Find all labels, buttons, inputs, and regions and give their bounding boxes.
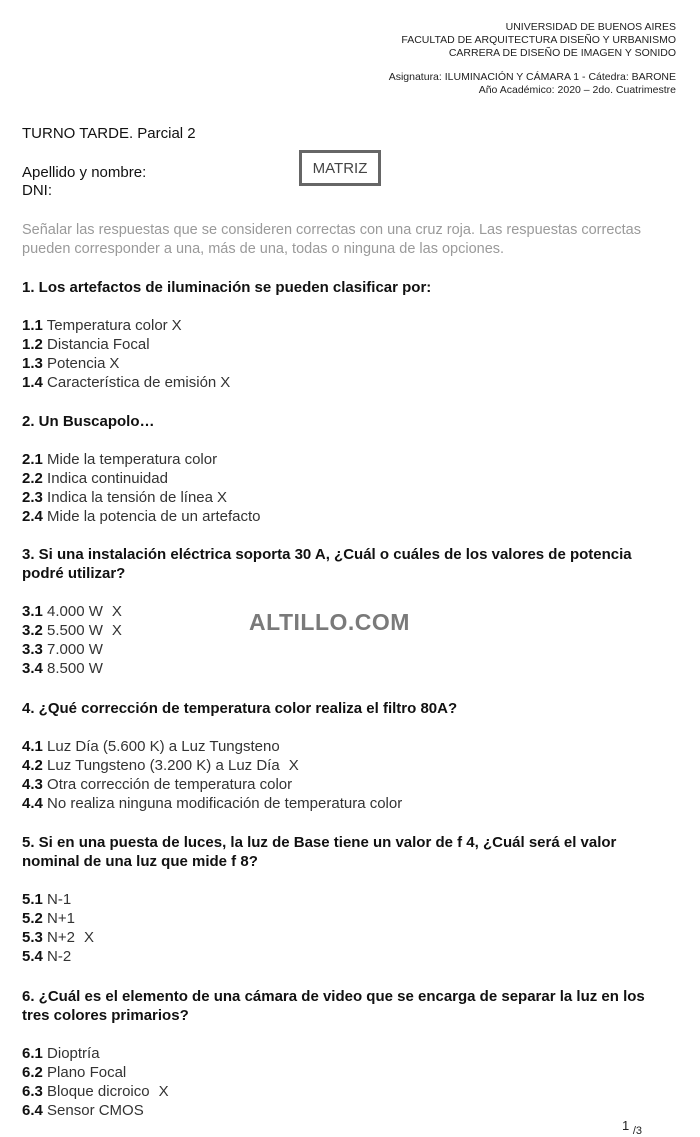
page-number	[622, 1118, 643, 1137]
matriz-box: MATRIZ	[299, 150, 381, 186]
option-2-4: 2.4 Mide la potencia de un artefacto	[22, 508, 261, 525]
answer-mark: X	[220, 374, 231, 391]
answer-mark: X	[109, 355, 120, 372]
document-header	[389, 21, 676, 97]
option-6-1: 6.1 Dioptría	[22, 1045, 100, 1062]
watermark: ALTILLO.COM	[249, 609, 410, 635]
page-total: /3	[632, 1125, 643, 1137]
answer-mark: X	[111, 622, 122, 639]
question-6-title: 6. ¿Cuál es el elemento de una cámara de video que se encarga de separar la luz en los tres colores primarios?	[22, 988, 645, 1024]
option-1-3: 1.3 Potencia X	[22, 355, 120, 372]
exam-title: TURNO TARDE. Parcial 2	[22, 125, 196, 142]
career-name: CARRERA DE DISEÑO DE IMAGEN Y SONIDO	[448, 47, 676, 59]
option-4-2: 4.2 Luz Tungsteno (3.200 K) a Luz Día X	[22, 757, 299, 774]
subject-line: Asignatura: ILUMINACIÓN Y CÁMARA 1 - Cátedra: BARONE	[388, 71, 676, 83]
question-5-options	[22, 890, 94, 966]
question-1-title: 1. Los artefactos de iluminación se pueden clasificar por:	[22, 279, 432, 296]
option-6-2: 6.2 Plano Focal	[22, 1064, 127, 1081]
answer-mark: X	[288, 757, 299, 774]
option-3-3: 3.3 7.000 W	[22, 641, 103, 658]
option-6-4: 6.4 Sensor CMOS	[22, 1102, 144, 1119]
option-3-2: 3.2 5.500 W X	[22, 622, 122, 639]
option-5-1: 5.1 N-1	[22, 891, 72, 908]
option-2-1: 2.1 Mide la temperatura color	[22, 451, 218, 468]
option-2-3: 2.3 Indica la tensión de línea X	[22, 489, 227, 506]
instructions: Señalar las respuestas que se consideren correctas con una cruz roja. Las respuestas correctas pueden corresponder a una, más de una, todas o ninguna de las opciones.	[22, 222, 641, 257]
name-label: Apellido y nombre:	[22, 164, 147, 181]
option-5-3: 5.3 N+2 X	[22, 929, 94, 946]
question-6-options	[22, 1044, 169, 1120]
question-2-options	[22, 450, 265, 526]
question-5-title: 5. Si en una puesta de luces, la luz de Base tiene un valor de f 4, ¿Cuál será el valor nominal de una luz que mide f 8?	[22, 834, 617, 870]
option-2-2: 2.2 Indica continuidad	[22, 470, 168, 487]
dni-label: DNI:	[22, 182, 52, 199]
university-name: UNIVERSIDAD DE BUENOS AIRES	[505, 21, 676, 33]
option-3-1: 3.1 4.000 W X	[22, 603, 122, 620]
page-current: 1	[622, 1118, 630, 1133]
question-2-title: 2. Un Buscapolo…	[22, 413, 155, 430]
option-1-1: 1.1 Temperatura color X	[22, 317, 182, 334]
answer-mark: X	[171, 317, 182, 334]
option-4-4: 4.4 No realiza ninguna modificación de temperatura color	[22, 795, 403, 812]
option-1-2: 1.2 Distancia Focal	[22, 336, 150, 353]
option-3-4: 3.4 8.500 W	[22, 660, 103, 677]
question-1-options	[22, 316, 230, 392]
student-fields	[22, 164, 146, 200]
answer-mark: X	[83, 929, 94, 946]
question-4-title: 4. ¿Qué corrección de temperatura color realiza el filtro 80A?	[22, 700, 458, 717]
faculty-name: FACULTAD DE ARQUITECTURA DISEÑO Y URBANISMO	[401, 34, 676, 46]
answer-mark: X	[111, 603, 122, 620]
question-3-options	[22, 602, 122, 678]
option-4-1: 4.1 Luz Día (5.600 K) a Luz Tungsteno	[22, 738, 280, 755]
option-5-4: 5.4 N-2	[22, 948, 72, 965]
option-5-2: 5.2 N+1	[22, 910, 75, 927]
option-6-3: 6.3 Bloque dicroico X	[22, 1083, 169, 1100]
option-4-3: 4.3 Otra corrección de temperatura color	[22, 776, 293, 793]
option-1-4: 1.4 Característica de emisión X	[22, 374, 231, 391]
academic-year: Año Académico: 2020 – 2do. Cuatrimestre	[478, 84, 676, 96]
answer-mark: X	[158, 1083, 169, 1100]
question-3-title: 3. Si una instalación eléctrica soporta 30 A, ¿Cuál o cuáles de los valores de potencia podré utilizar?	[22, 546, 632, 582]
answer-mark: X	[216, 489, 227, 506]
question-4-options	[22, 737, 406, 813]
